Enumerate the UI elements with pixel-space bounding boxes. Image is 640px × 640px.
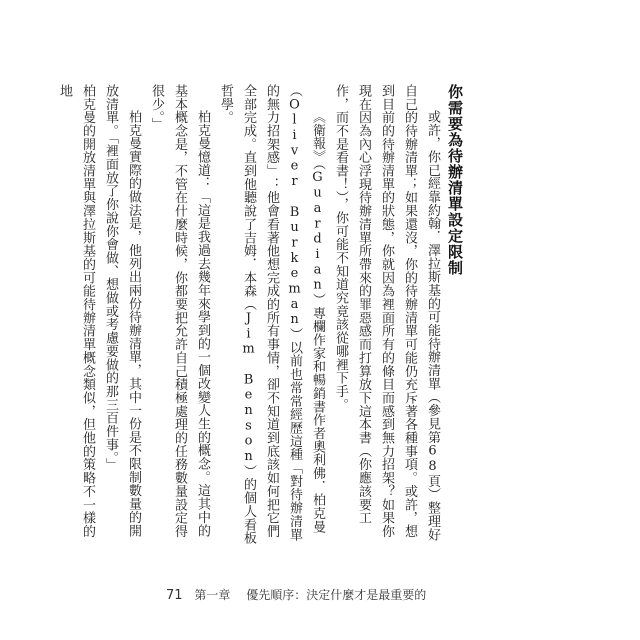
paragraph-3: 柏克曼憶道：「這是我過去幾年來學到的一個改變人生的概念。這其中的基本概念是，不管在什麼時候，你都要把允許自己積極處理的任務數量設定得很少。」 [149,84,210,538]
chapter-label: 第一章 [194,588,231,602]
paragraph-5: 柏克曼的開放清單與澤拉斯基的可能待辦清單概念類似，但他的策略不一樣的地 [57,84,95,538]
paragraph-4: 柏克曼實際的做法是，他列出兩份待辦清單，其中一份是不限制數量的開放清單。「裡面放了你說你會做、想做或考慮要做的那三百件事。」 [103,84,141,538]
chapter-title: 優先順序：決定什麼才是最重要的 [246,588,427,602]
section-heading: 你需要為待辦清單設定限制 [446,84,464,276]
body-text [57,84,444,546]
page-number: 71 [166,588,183,603]
paragraph-1: 或許，你已經靠約翰．澤拉斯基的可能待辦清單（參見第68頁）整理好自己的待辦清單；如果還沒，你的待辦清單可能仍充斥著各種事項。或許，想到目前的待辦清單的狀態，你就因為裡面所有的條目而感到無力招架？如果你現在因為內心浮現待辦清單所帶來的罪惡感而打算放下這本書（你應該要工作，而不是看書！），你可能不知道究竟該從哪裡下手。 [333,84,440,542]
paragraph-2: 《衛報》（Guardian）專欄作家和暢銷書作者奧利佛．柏克曼（Oliver Burkeman）以前也常常經歷這種「對待辦清單的無力招架感」：他會看著他想完成的所有事情，卻不知道到底該如何把它們全部完成。直到他聽說了吉姆．本森（Jim Benson）的個人看板哲學。 [218,84,325,545]
page-footer [166,586,426,603]
